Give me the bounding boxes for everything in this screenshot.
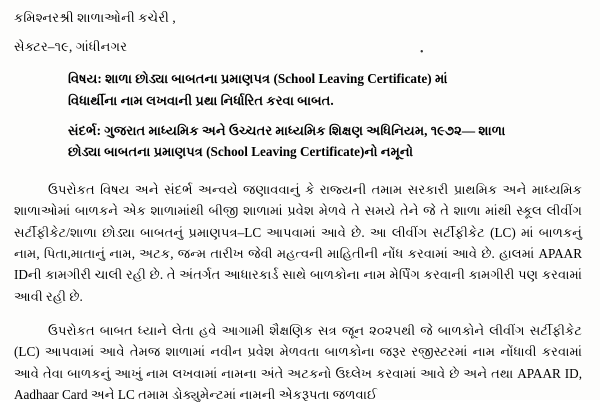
reference-label: સંદર્ભ: xyxy=(68,123,101,139)
subject-line-2 xyxy=(14,90,582,111)
reference-text-1: ગુજરાત માધ્યમિક અને ઉચ્ચતર માધ્યમિક શિક્ષણ અધિનિયમ, ૧૯૭૨–– શાળા xyxy=(104,123,506,139)
paragraph-2-block xyxy=(14,320,582,406)
subject-text-1: શાળા છોડ્યા બાબતના પ્રમાણપત્ર (School Leaving Certificate) માં xyxy=(105,71,448,87)
paragraph-2: ઉપરોકત બાબત ધ્યાને લેતા હવે આગામી શૈક્ષણિક સત્ર જૂન ૨૦૨૫થી જે બાળકોને લીવીંગ સર્ટીફીકેટ (LC) આપવામાં આવે તેમજ શાળામાં નવીન પ્રવેશ મેળવતા બાળકોના જરૂર રજીસ્ટરમાં નામ નોંધાવી કરવામાં આવે તેવા બાળકનું આખું નામ લખવામાં નામના અંતે અટકનો ઉઘ્લેખ કરવામાં આવે છે અને તથા APAAR ID, Aadhaar Card અને LC તમામ ડોક્યુમેન્ટમાં નામની એકરૂપતા જળવાઈ xyxy=(14,323,582,403)
subject-label: વિષય: xyxy=(68,71,102,87)
reference-section xyxy=(14,120,582,163)
reference-line-2 xyxy=(14,141,582,162)
subject-section xyxy=(14,68,582,111)
reference-text-2: છોડ્યા બાબતના પ્રમાણપત્ર (School Leaving Certificate)નો નમૂનો xyxy=(68,144,414,160)
paragraph-1: ઉપરોકત વિષય અને સંદર્ભ અન્વયે જણાવવાનું કે રાજ્યની તમામ સરકારી પ્રાથમિક અને માધ્યમિક શાળાઓમાં બાળકને એક શાળામાંથી બીજી શાળામાં પ્રવેશ મેળવે તે સમયે તેને જે તે શાળા માંથી સ્કૂલ લીવીંગ સર્ટીફીકેટ/શાળા છોડ્યા બાબતનું પ્રમાણપત્ર–LC આપવામાં આવે છે. આ લીવીંગ સર્ટીફીકેટ (LC) માં બાળકનું નામ, પિતા,માતાનું નામ, અટક, જન્મ તારીખ જેવી મહત્વની માહિતીની નોંધ કરવામાં આવે છે. હાલમાં APAAR IDની કામગીરી ચાલી રહી છે. તે અંતર્ગત આધારકાર્ડ સાથે બાળકોના નામ મેર્પિંગ કરવાની કામગીરી પણ કરવામાં આવી રહી છે. xyxy=(14,181,582,304)
office-name-line1: કમિશ્નરશ્રી શાળાઓની કચેરી , xyxy=(14,10,176,25)
stray-mark-icon: • xyxy=(420,47,424,58)
office-address-line2: સેક્ટર–૧૯, ગાંધીનગર xyxy=(14,39,128,55)
subject-text-2: વિધાર્થીના નામ લખવાની પ્રથા નિર્ધારિત કરવા બાબત. xyxy=(68,92,334,108)
subject-line-1 xyxy=(14,68,582,89)
paragraph-1-block xyxy=(14,179,582,307)
reference-line-1 xyxy=(14,120,582,141)
